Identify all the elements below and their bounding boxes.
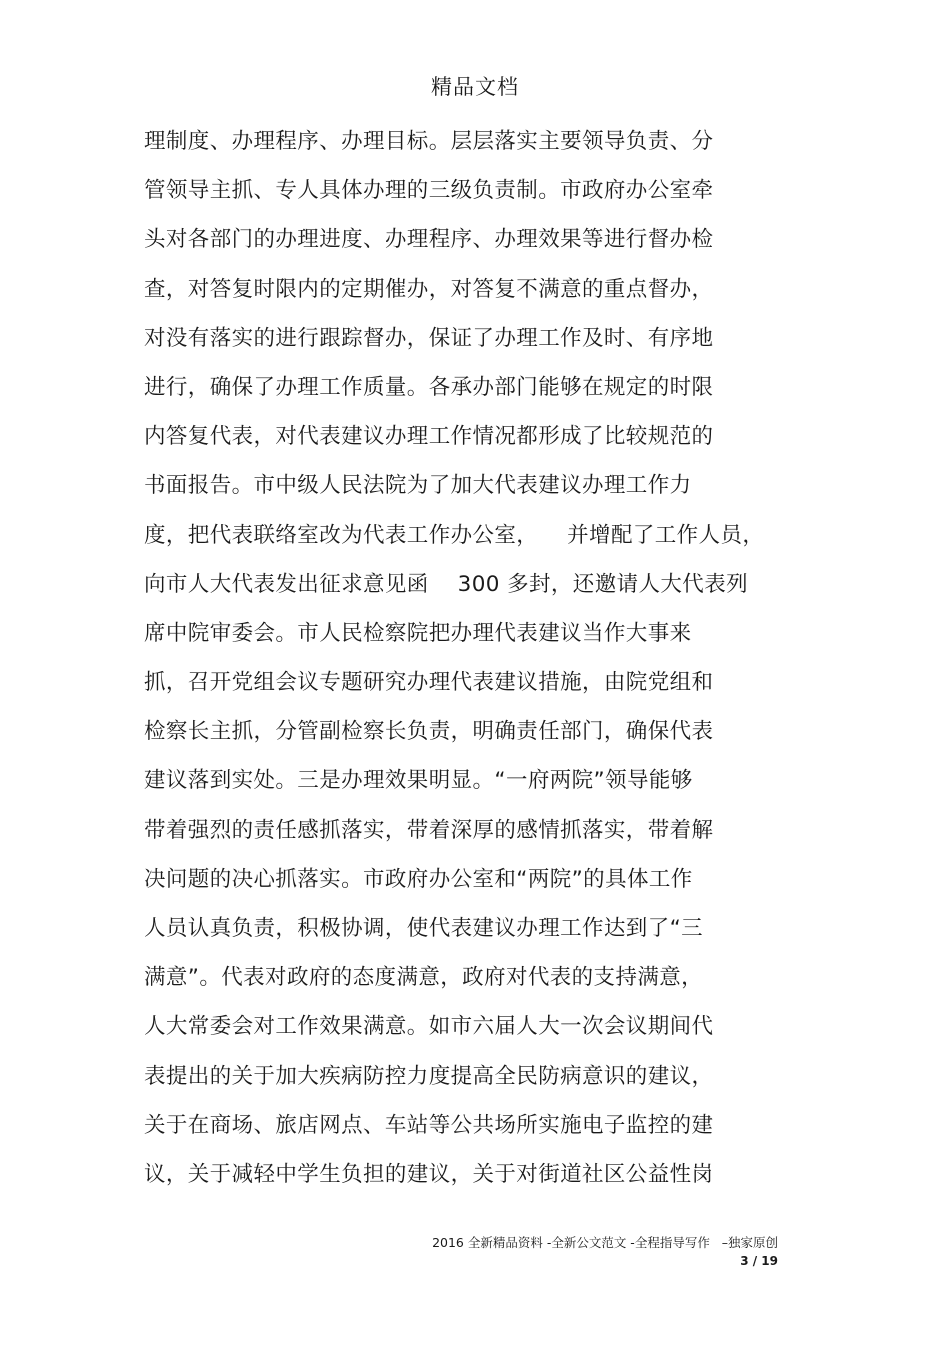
body-line: 建议落到实处。三是办理效果明显。“一府两院”领导能够 [144, 768, 693, 794]
body-line: 检察长主抓，分管副检察长负责，明确责任部门，确保代表 [144, 719, 714, 745]
document-body [144, 124, 824, 1206]
page-number: 3 / 19 [740, 1254, 778, 1268]
body-line: 关于在商场、旅店网点、车站等公共场所实施电子监控的建 [144, 1112, 714, 1138]
page-footer [432, 1234, 778, 1270]
body-line: 内答复代表，对代表建议办理工作情况都形成了比较规范的 [144, 424, 714, 450]
page-header: 精品文档 [431, 75, 519, 99]
body-line: 表提出的关于加大疾病防控力度提高全民防病意识的建议， [144, 1063, 714, 1089]
body-line: 管领导主抓、专人具体办理的三级负责制。市政府办公室牵 [144, 178, 714, 204]
body-line: 决问题的决心抓落实。市政府办公室和“两院”的具体工作 [144, 866, 693, 892]
body-line: 进行，确保了办理工作质量。各承办部门能够在规定的时限 [144, 374, 714, 400]
body-line: 书面报告。市中级人民法院为了加大代表建议办理工作力 [144, 473, 692, 499]
body-line: 席中院审委会。市人民检察院把办理代表建议当作大事来 [144, 620, 692, 646]
body-line: 理制度、办理程序、办理目标。层层落实主要领导负责、分 [144, 129, 714, 154]
body-line: 议，关于减轻中学生负担的建议，关于对街道社区公益性岗 [144, 1161, 714, 1187]
body-line: 查，对答复时限内的定期催办，对答复不满意的重点督办， [144, 276, 714, 302]
body-line: 对没有落实的进行跟踪督办，保证了办理工作及时、有序地 [144, 325, 714, 351]
footer-slogan: 2016 全新精品资料 -全新公文范文 -全程指导写作 –独家原创 [432, 1235, 778, 1250]
body-line: 人员认真负责，积极协调，使代表建议办理工作达到了“三 [144, 916, 704, 941]
body-line: 满意”。代表对政府的态度满意，政府对代表的支持满意， [144, 965, 704, 991]
body-line: 人大常委会对工作效果满意。如市六届人大一次会议期间代 [144, 1014, 714, 1040]
body-line: 度，把代表联络室改为代表工作办公室， 并增配了工作人员， [144, 522, 765, 548]
body-line: 抓，召开党组会议专题研究办理代表建议措施，由院党组和 [144, 670, 714, 696]
body-line: 向市人大代表发出征求意见函 300 多封，还邀请人大代表列 [144, 571, 749, 597]
body-line: 带着强烈的责任感抓落实，带着深厚的感情抓落实，带着解 [144, 817, 714, 843]
body-line: 头对各部门的办理进度、办理程序、办理效果等进行督办检 [144, 227, 714, 253]
